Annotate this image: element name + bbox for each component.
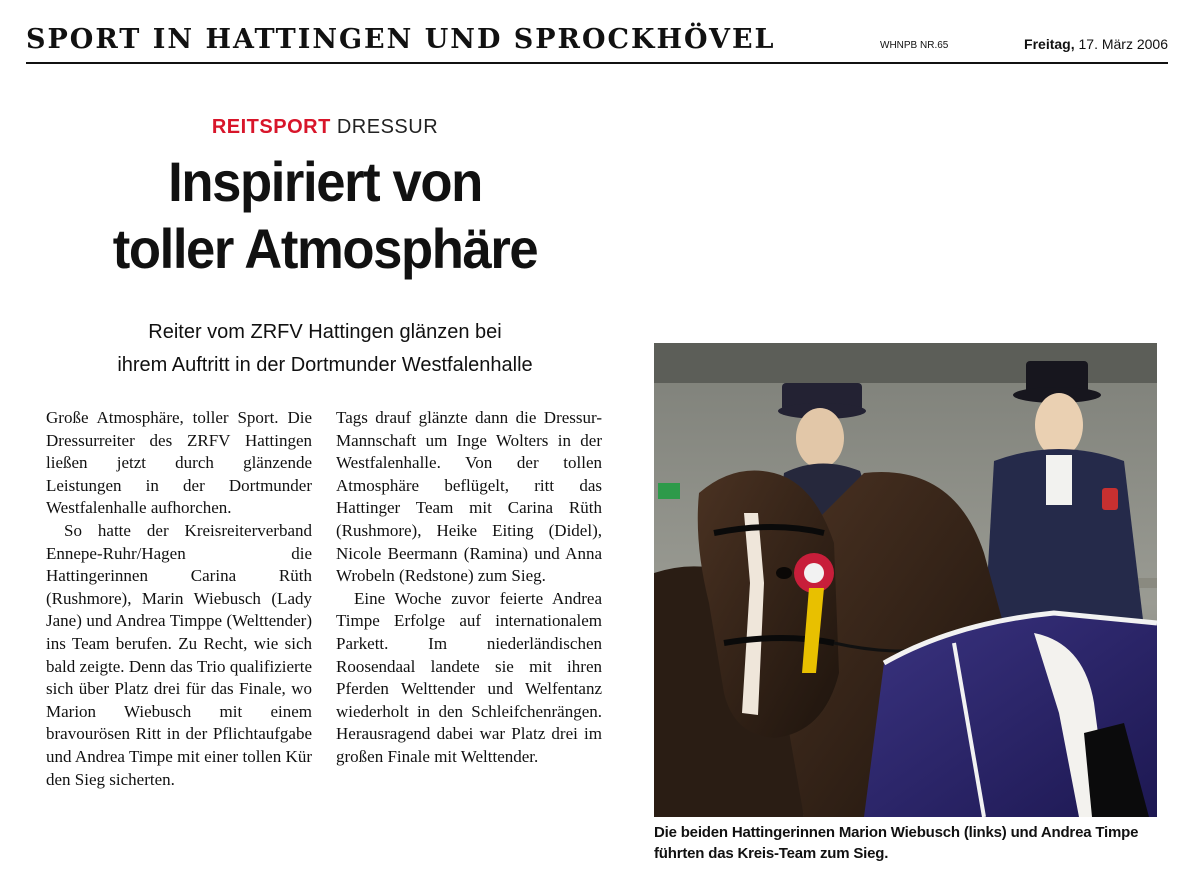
subheadline-line: Reiter vom ZRFV Hattingen glänzen bei — [148, 321, 502, 343]
article-headline — [20, 148, 631, 282]
article-subheadline — [0, 316, 650, 382]
article-kicker — [0, 116, 650, 139]
photo-caption: Die beiden Hattingerinnen Marion Wiebusch (links) und Andrea Timpe führten das Kreis-Team zum Sieg. — [654, 824, 1139, 862]
date-value: 17. März 2006 — [1074, 36, 1168, 52]
publication-date — [1024, 36, 1168, 52]
body-paragraph: Eine Woche zuvor feierte Andrea Timpe Erfolge auf internationalem Parkett. Im niederländischen Roosendaal landete sie mit ihren Pferden Welttender und Welfentanz wiederholt in den Schleifchenrängen. Herausragend dabei war Platz drei im großen Finale mit Welttender. — [336, 588, 602, 766]
headline-line: toller Atmosphäre — [112, 217, 538, 280]
article-column-1 — [46, 407, 312, 791]
body-paragraph: So hatte der Kreisreiterverband Ennepe-Ruhr/Hagen die Hattingerinnen Carina Rüth (Rushmore), Marin Wiebusch (Lady Jane) und Andrea Timppe (Welttender) ins Team berufen. Zu Recht, wie sich bald zeigte. Denn das Trio qualifizierte sich über Platz drei für das Finale, wo Marion Wiebusch mit einem bravourösen Ritt in der Pflichtaufgabe und Andrea Timpe mit einer tollen Kür den Sieg sicherten. — [46, 520, 312, 789]
kicker-category: REITSPORT — [211, 116, 331, 138]
masthead — [26, 24, 1168, 64]
body-paragraph: Tags drauf glänzte dann die Dressur-Mannschaft um Inge Wolters in der Westfalenhalle. Von der tollen Atmosphäre beflügelt, ritt das Hattinger Team mit Carina Rüth (Rushmore), Heike Eiting (Didel), Nicole Beermann (Ramina) und Anna Wrobeln (Redstone) zum Sieg. — [336, 408, 602, 586]
body-paragraph: Große Atmosphäre, toller Sport. Die Dressurreiter des ZRFV Hattingen ließen jetzt durch glänzende Leistungen in der Dortmunder Westfalenhalle aufhorchen. — [46, 408, 312, 518]
section-title: SPORT IN HATTINGEN UND SPROCKHÖVEL — [26, 24, 776, 55]
dressage-riders-photo — [654, 343, 1157, 817]
kicker-subcategory: DRESSUR — [330, 116, 439, 138]
headline-line: Inspiriert von — [168, 150, 482, 213]
date-weekday: Freitag, — [1024, 36, 1075, 52]
edition-code: WHNPB NR.65 — [880, 40, 949, 51]
article-column-2 — [336, 407, 602, 769]
subheadline-line: ihrem Auftritt in der Dortmunder Westfalenhalle — [117, 354, 533, 376]
article-photo — [654, 343, 1157, 817]
